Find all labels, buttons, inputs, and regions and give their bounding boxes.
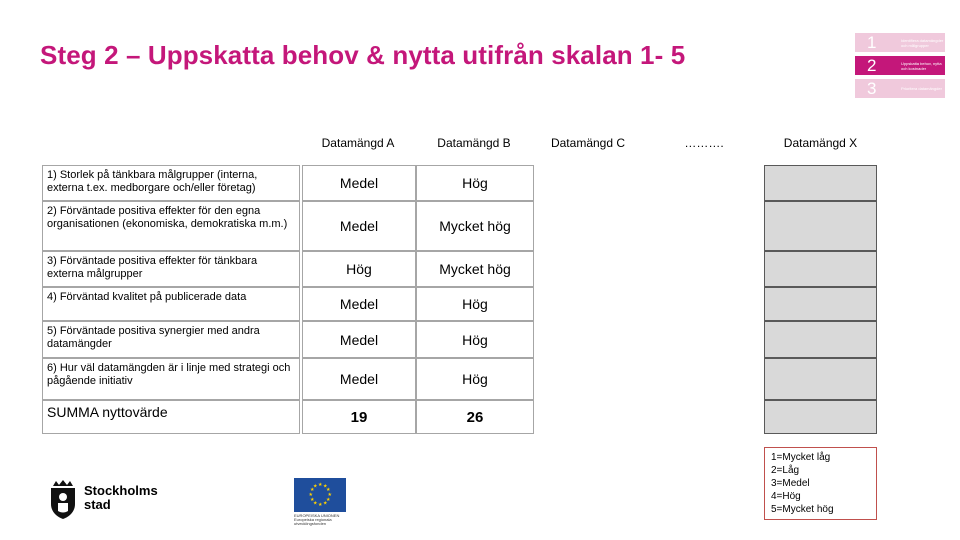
legend-item: 3=Medel — [771, 478, 810, 489]
step-2-number: 2 — [867, 56, 877, 75]
scale-legend — [764, 447, 877, 520]
row-6-value-b: Hög — [416, 358, 534, 400]
stockholm-stad-logo — [48, 480, 188, 522]
step-3-number: 3 — [867, 79, 877, 98]
svg-text:★: ★ — [313, 483, 318, 490]
svg-text:★: ★ — [308, 492, 313, 498]
summary-label: SUMMA nyttovärde — [42, 400, 300, 434]
row-5-value-x — [764, 321, 877, 358]
step-1-text: Identifiera datamängder och målgrupper — [901, 37, 944, 48]
summary-value-a: 19 — [302, 400, 416, 434]
svg-text:★: ★ — [310, 497, 315, 503]
svg-text:★: ★ — [318, 502, 323, 508]
summary-value-b: 26 — [416, 400, 534, 434]
row-6-value-x — [764, 358, 877, 400]
eu-flag-icon — [294, 478, 346, 512]
row-1-label: 1) Storlek på tänkbara målgrupper (interna, externa t.ex. medborgare och/eller företag) — [42, 165, 300, 201]
column-header-ellipsis: ………. — [684, 136, 724, 150]
stockholm-stad-wordmark — [84, 484, 158, 512]
svg-text:★: ★ — [323, 500, 328, 507]
page-title: Steg 2 – Uppskatta behov & nytta utifrån skalan 1- 5 — [40, 40, 686, 70]
step-indicator — [855, 33, 945, 102]
row-6-value-a: Medel — [302, 358, 416, 400]
row-6-label: 6) Hur väl datamängden är i linje med strategi och pågående initiativ — [42, 358, 300, 400]
logo-line-1: Stockholms — [84, 483, 158, 498]
svg-text:★: ★ — [323, 483, 328, 490]
row-3-value-b: Mycket hög — [416, 251, 534, 287]
row-5-value-b: Hög — [416, 321, 534, 358]
row-4-value-a: Medel — [302, 287, 416, 321]
legend-item: 5=Mycket hög — [771, 504, 834, 515]
column-header-b: Datamängd B — [437, 136, 511, 150]
svg-text:★: ★ — [326, 497, 331, 503]
step-3-text: Prioritera datamängder — [901, 86, 942, 91]
row-2-value-a: Medel — [302, 201, 416, 251]
step-1-number: 1 — [867, 33, 877, 52]
row-3-label: 3) Förväntade positiva effekter för tänkbara externa målgrupper — [42, 251, 300, 287]
svg-text:★: ★ — [326, 487, 331, 493]
row-1-value-a: Medel — [302, 165, 416, 201]
column-header-a: Datamängd A — [321, 136, 395, 150]
row-4-value-b: Hög — [416, 287, 534, 321]
step-1 — [855, 33, 945, 52]
svg-text:★: ★ — [327, 492, 332, 498]
row-3-value-a: Hög — [302, 251, 416, 287]
row-1-value-b: Hög — [416, 165, 534, 201]
row-5-value-a: Medel — [302, 321, 416, 358]
logo-line-2: stad — [84, 497, 111, 512]
row-4-value-x — [764, 287, 877, 321]
step-3 — [855, 79, 945, 98]
column-header-c: Datamängd C — [550, 136, 626, 150]
row-2-value-x — [764, 201, 877, 251]
row-2-label: 2) Förväntade positiva effekter för den egna organisationen (ekonomiska, demokratiska m.m.) — [42, 201, 300, 251]
eu-logo — [294, 478, 348, 528]
row-2-value-b: Mycket hög — [416, 201, 534, 251]
legend-item: 1=Mycket låg — [771, 452, 831, 463]
legend-item: 2=Låg — [771, 465, 800, 476]
svg-text:★: ★ — [313, 500, 318, 507]
step-2 — [855, 56, 945, 75]
row-1-value-x — [764, 165, 877, 201]
summary-value-x — [764, 400, 877, 434]
crown-shield-icon — [48, 480, 78, 520]
row-3-value-x — [764, 251, 877, 287]
svg-text:★: ★ — [310, 487, 315, 493]
eu-caption: EUROPEISKA UNIONEN Europeiska regionala utvecklingsfonden — [294, 513, 340, 526]
svg-text:★: ★ — [318, 482, 323, 488]
row-4-label: 4) Förväntad kvalitet på publicerade data — [42, 287, 300, 321]
legend-item: 4=Hög — [771, 491, 801, 502]
column-header-x: Datamängd X — [783, 136, 858, 150]
row-5-label: 5) Förväntade positiva synergier med andra datamängder — [42, 321, 300, 358]
step-2-text: Uppskatta behov, nytta och kostnader — [901, 60, 942, 71]
